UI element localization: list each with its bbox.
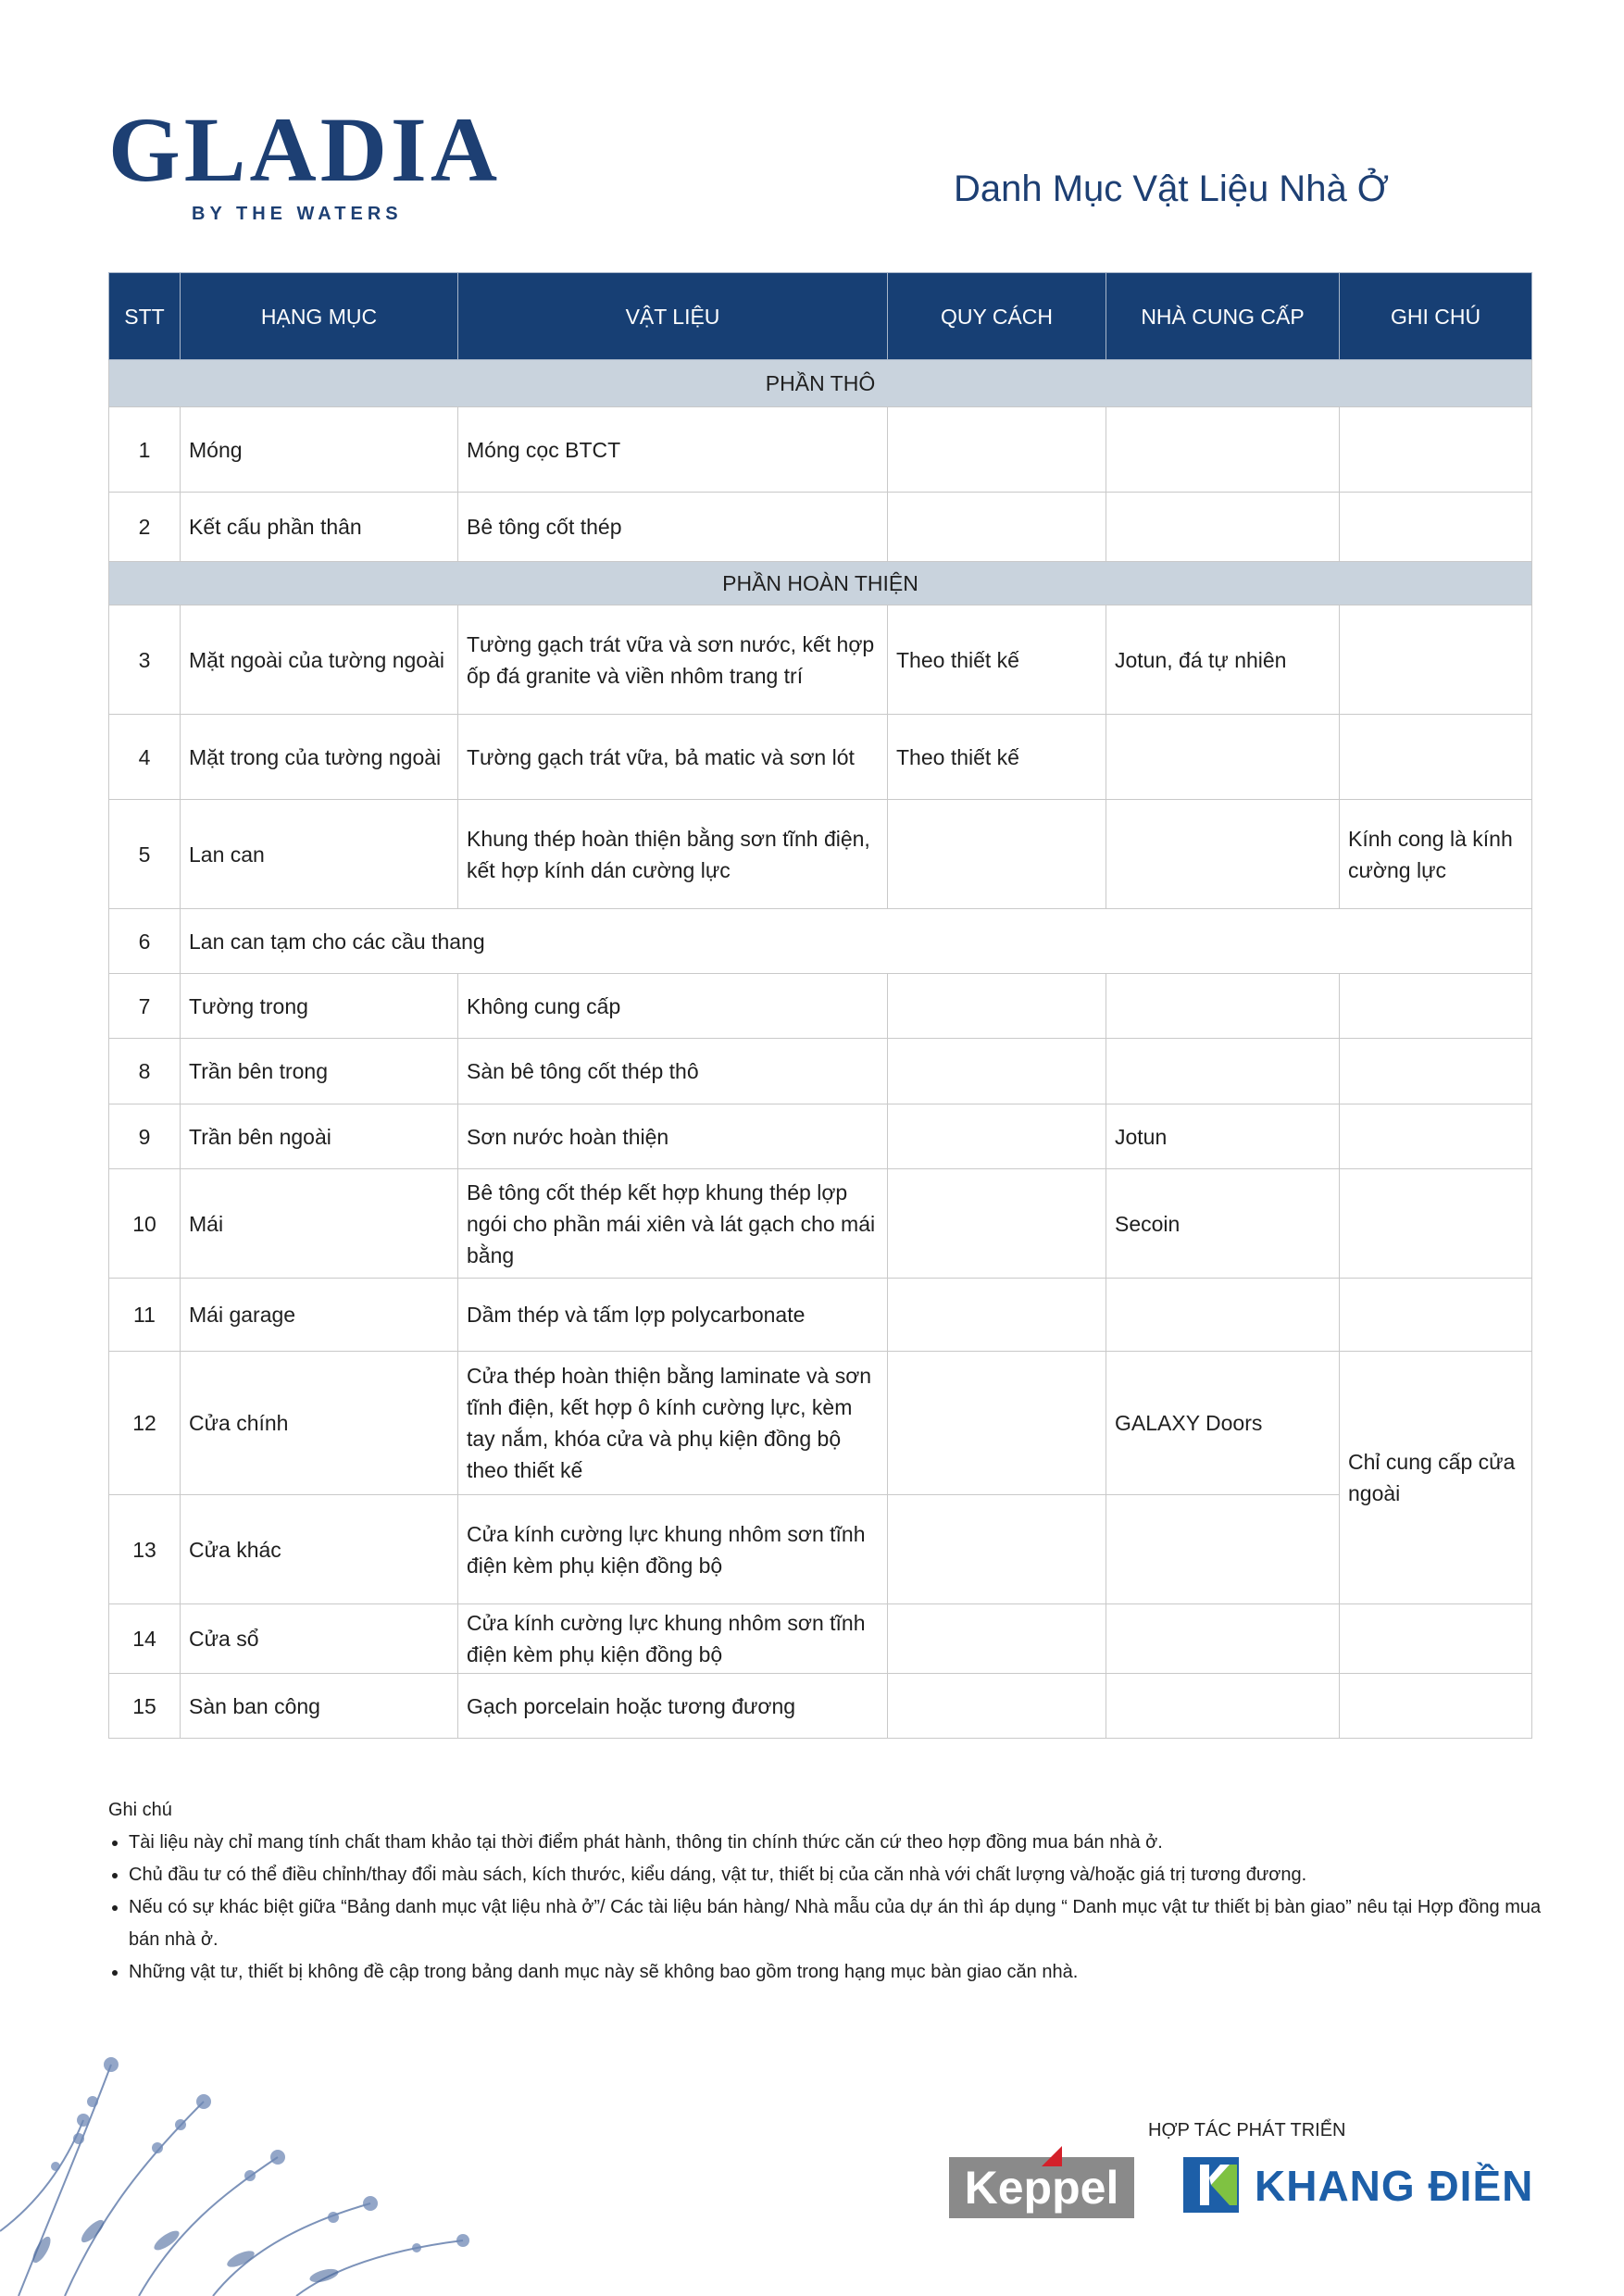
cell-vat-lieu: Cửa thép hoàn thiện bằng laminate và sơn tĩnh điện, kết hợp ô kính cường lực, kèm tay nắm, khóa cửa và phụ kiện đồng bộ theo thiết kế xyxy=(458,1352,888,1495)
cell-stt: 2 xyxy=(109,493,181,562)
cell-nha-cung-cap: Secoin xyxy=(1106,1169,1340,1279)
table-row xyxy=(109,605,1532,715)
cell-vat-lieu: Cửa kính cường lực khung nhôm sơn tĩnh điện kèm phụ kiện đồng bộ xyxy=(458,1604,888,1674)
cell-vat-lieu: Gạch porcelain hoặc tương đương xyxy=(458,1674,888,1739)
cell-hang-muc: Sàn ban công xyxy=(181,1674,458,1739)
brand-tagline: BY THE WATERS xyxy=(192,204,403,224)
cell-hang-muc: Lan can tạm cho các cầu thang xyxy=(181,909,1532,974)
cell-quy-cach xyxy=(888,1604,1106,1674)
cell-vat-lieu: Cửa kính cường lực khung nhôm sơn tĩnh điện kèm phụ kiện đồng bộ xyxy=(458,1495,888,1604)
section-tho: PHẦN THÔ xyxy=(109,360,1532,407)
cell-vat-lieu: Bê tông cốt thép kết hợp khung thép lợp ngói cho phần mái xiên và lát gạch cho mái bằng xyxy=(458,1169,888,1279)
cell-quy-cach xyxy=(888,1352,1106,1495)
table-row xyxy=(109,493,1532,562)
cell-vat-lieu: Tường gạch trát vữa, bả matic và sơn lót xyxy=(458,715,888,800)
cell-ghi-chu xyxy=(1340,407,1532,493)
cell-stt: 6 xyxy=(109,909,181,974)
table-row xyxy=(109,1104,1532,1169)
table-row xyxy=(109,407,1532,493)
header-stt: STT xyxy=(109,273,181,360)
cell-nha-cung-cap: Jotun, đá tự nhiên xyxy=(1106,605,1340,715)
table-row xyxy=(109,1279,1532,1352)
cell-quy-cach xyxy=(888,1169,1106,1279)
table-row xyxy=(109,1039,1532,1104)
header-vat-lieu: VẬT LIỆU xyxy=(458,273,888,360)
keppel-accent-icon xyxy=(1042,2146,1062,2166)
cell-quy-cach xyxy=(888,1039,1106,1104)
cell-hang-muc: Mái xyxy=(181,1169,458,1279)
note-item: • Những vật tư, thiết bị không đề cập trong bảng danh mục này sẽ không bao gồm trong hạng mục bàn giao căn nhà. xyxy=(129,1956,1553,1989)
cell-stt: 12 xyxy=(109,1352,181,1495)
cell-ghi-chu xyxy=(1340,1279,1532,1352)
cell-ghi-chu xyxy=(1340,1674,1532,1739)
cell-vat-lieu: Khung thép hoàn thiện bằng sơn tĩnh điện, kết hợp kính dán cường lực xyxy=(458,800,888,909)
cell-nha-cung-cap xyxy=(1106,407,1340,493)
cell-vat-lieu: Móng cọc BTCT xyxy=(458,407,888,493)
partner-label: HỢP TÁC PHÁT TRIỂN xyxy=(1148,2120,1346,2140)
table-row xyxy=(109,974,1532,1039)
cell-quy-cach xyxy=(888,974,1106,1039)
cell-vat-lieu: Bê tông cốt thép xyxy=(458,493,888,562)
brand-logo xyxy=(108,98,502,225)
cell-stt: 10 xyxy=(109,1169,181,1279)
cell-ghi-chu: Chỉ cung cấp cửa ngoài xyxy=(1340,1352,1532,1604)
keppel-logo: Keppel xyxy=(949,2157,1134,2218)
cell-hang-muc: Lan can xyxy=(181,800,458,909)
table-row xyxy=(109,909,1532,974)
cell-vat-lieu: Không cung cấp xyxy=(458,974,888,1039)
cell-stt: 11 xyxy=(109,1279,181,1352)
table-row xyxy=(109,1352,1532,1495)
cell-hang-muc: Cửa sổ xyxy=(181,1604,458,1674)
document-title: Danh Mục Vật Liệu Nhà Ở xyxy=(954,168,1390,209)
cell-quy-cach xyxy=(888,407,1106,493)
cell-quy-cach xyxy=(888,1674,1106,1739)
cell-ghi-chu xyxy=(1340,715,1532,800)
table-row xyxy=(109,800,1532,909)
note-item: • Tài liệu này chỉ mang tính chất tham khảo tại thời điểm phát hành, thông tin chính thức căn cứ theo hợp đồng mua bán nhà ở. xyxy=(129,1827,1553,1859)
cell-hang-muc: Cửa khác xyxy=(181,1495,458,1604)
cell-hang-muc: Tường trong xyxy=(181,974,458,1039)
cell-vat-lieu: Tường gạch trát vữa và sơn nước, kết hợp ốp đá granite và viền nhôm trang trí xyxy=(458,605,888,715)
floral-decoration-icon xyxy=(0,1926,500,2296)
cell-quy-cach: Theo thiết kế xyxy=(888,605,1106,715)
header-quy-cach: QUY CÁCH xyxy=(888,273,1106,360)
note-item: • Nếu có sự khác biệt giữa “Bảng danh mục vật liệu nhà ở”/ Các tài liệu bán hàng/ Nhà mẫu của dự án thì áp dụng “ Danh mục vật tư thiết bị bàn giao” nêu tại Hợp đồng mua bán nhà ở. xyxy=(129,1891,1553,1956)
table-row xyxy=(109,1604,1532,1674)
cell-hang-muc: Kết cấu phần thân xyxy=(181,493,458,562)
khang-dien-logo: KHANG ĐIỀN xyxy=(1255,2162,1534,2210)
cell-nha-cung-cap xyxy=(1106,1039,1340,1104)
cell-stt: 5 xyxy=(109,800,181,909)
cell-hang-muc: Mái garage xyxy=(181,1279,458,1352)
header-hang-muc: HẠNG MỤC xyxy=(181,273,458,360)
cell-quy-cach xyxy=(888,1279,1106,1352)
cell-ghi-chu xyxy=(1340,1104,1532,1169)
cell-nha-cung-cap xyxy=(1106,1674,1340,1739)
cell-stt: 4 xyxy=(109,715,181,800)
notes-title: Ghi chú xyxy=(108,1800,172,1820)
table-row xyxy=(109,1495,1532,1604)
cell-stt: 14 xyxy=(109,1604,181,1674)
cell-hang-muc: Trần bên trong xyxy=(181,1039,458,1104)
khang-dien-logo-icon xyxy=(1183,2157,1239,2213)
table-row xyxy=(109,1674,1532,1739)
cell-stt: 9 xyxy=(109,1104,181,1169)
section-row xyxy=(109,562,1532,605)
section-hoan-thien: PHẦN HOÀN THIỆN xyxy=(109,562,1532,605)
cell-hang-muc: Trần bên ngoài xyxy=(181,1104,458,1169)
cell-stt: 7 xyxy=(109,974,181,1039)
materials-table xyxy=(108,272,1532,1739)
cell-ghi-chu xyxy=(1340,1039,1532,1104)
cell-ghi-chu: Kính cong là kính cường lực xyxy=(1340,800,1532,909)
cell-ghi-chu xyxy=(1340,1169,1532,1279)
cell-hang-muc: Mặt trong của tường ngoài xyxy=(181,715,458,800)
cell-ghi-chu xyxy=(1340,605,1532,715)
cell-nha-cung-cap xyxy=(1106,800,1340,909)
table-row xyxy=(109,1169,1532,1279)
cell-quy-cach xyxy=(888,1104,1106,1169)
cell-quy-cach xyxy=(888,1495,1106,1604)
cell-nha-cung-cap xyxy=(1106,974,1340,1039)
cell-nha-cung-cap xyxy=(1106,715,1340,800)
cell-stt: 1 xyxy=(109,407,181,493)
cell-stt: 8 xyxy=(109,1039,181,1104)
cell-hang-muc: Cửa chính xyxy=(181,1352,458,1495)
cell-ghi-chu xyxy=(1340,1604,1532,1674)
header-nha-cung-cap: NHÀ CUNG CẤP xyxy=(1106,273,1340,360)
cell-stt: 13 xyxy=(109,1495,181,1604)
cell-quy-cach: Theo thiết kế xyxy=(888,715,1106,800)
cell-hang-muc: Mặt ngoài của tường ngoài xyxy=(181,605,458,715)
cell-vat-lieu: Sơn nước hoàn thiện xyxy=(458,1104,888,1169)
cell-hang-muc: Móng xyxy=(181,407,458,493)
cell-nha-cung-cap xyxy=(1106,1279,1340,1352)
cell-nha-cung-cap: Jotun xyxy=(1106,1104,1340,1169)
cell-nha-cung-cap: GALAXY Doors xyxy=(1106,1352,1340,1495)
cell-stt: 3 xyxy=(109,605,181,715)
cell-ghi-chu xyxy=(1340,493,1532,562)
brand-name: GLADIA xyxy=(108,98,502,201)
cell-nha-cung-cap xyxy=(1106,1495,1340,1604)
table-row xyxy=(109,715,1532,800)
section-row xyxy=(109,360,1532,407)
cell-vat-lieu: Dầm thép và tấm lợp polycarbonate xyxy=(458,1279,888,1352)
cell-stt: 15 xyxy=(109,1674,181,1739)
table-header-row xyxy=(109,273,1532,360)
note-item: • Chủ đầu tư có thể điều chỉnh/thay đổi màu sách, kích thước, kiểu dáng, vật tư, thiết bị của căn nhà với chất lượng và/hoặc giá trị tương đương. xyxy=(129,1859,1553,1891)
cell-nha-cung-cap xyxy=(1106,1604,1340,1674)
cell-vat-lieu: Sàn bê tông cốt thép thô xyxy=(458,1039,888,1104)
cell-ghi-chu xyxy=(1340,974,1532,1039)
header-ghi-chu: GHI CHÚ xyxy=(1340,273,1532,360)
cell-quy-cach xyxy=(888,800,1106,909)
cell-quy-cach xyxy=(888,493,1106,562)
cell-nha-cung-cap xyxy=(1106,493,1340,562)
